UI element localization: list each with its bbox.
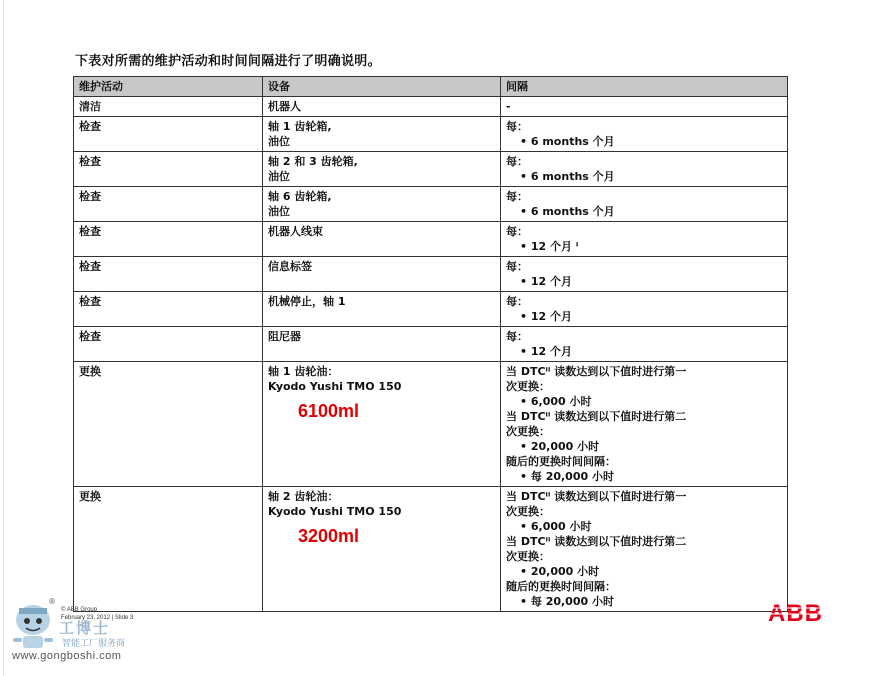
interval-line: 当 DTCⁱⁱ 读数达到以下值时进行第一 [506,490,687,503]
interval-line: 次更换： [506,505,550,518]
cell-activity: 更换 [74,487,263,612]
interval-line: • 20,000 小时 [520,440,600,453]
equipment-line: 油位 [268,205,290,218]
cell-interval [501,222,788,257]
footer-date-slide: February 23, 2012 | Slide 3 [61,615,134,621]
cell-interval [501,187,788,222]
abb-logo-icon [768,600,828,626]
interval-line: 每： [506,260,528,273]
table-row [74,327,788,362]
equipment-line: 轴 2 和 3 齿轮箱, [268,155,358,168]
interval-line: • 每 20,000 小时 [520,470,614,483]
cell-equipment [263,187,501,222]
interval-line: 每： [506,225,528,238]
cell-activity: 检查 [74,117,263,152]
interval-line: 次更换： [506,550,550,563]
equipment-line: 轴 6 齿轮箱, [268,190,332,203]
interval-line: 每： [506,295,528,308]
table-row [74,187,788,222]
table-row [74,117,788,152]
interval-line: 随后的更换时间间隔： [506,455,616,468]
interval-line: 随后的更换时间间隔： [506,580,616,593]
equipment-line: 油位 [268,170,290,183]
interval-line: 每： [506,155,528,168]
table-row [74,257,788,292]
cell-equipment [263,362,501,487]
cell-interval [501,292,788,327]
interval-line: - [506,100,511,113]
header-equipment: 设备 [263,77,501,97]
interval-line: 每： [506,330,528,343]
equipment-line: 信息标签 [268,260,312,273]
cell-equipment [263,292,501,327]
interval-line: 当 DTCⁱⁱ 读数达到以下值时进行第一 [506,365,687,378]
cell-equipment [263,117,501,152]
cell-activity: 清洁 [74,97,263,117]
table-row [74,292,788,327]
cell-interval [501,97,788,117]
page-edge-line [3,0,4,676]
cell-interval [501,117,788,152]
interval-line: • 20,000 小时 [520,565,600,578]
interval-line: 每： [506,120,528,133]
abb-logo [768,600,828,630]
table-row [74,362,788,487]
cell-equipment [263,327,501,362]
cell-activity: 检查 [74,152,263,187]
interval-line: • 6 months 个月 [520,170,615,183]
interval-line: • 12 个月 ⁱ [520,240,579,253]
watermark-url: www.gongboshi.com [12,650,122,662]
oil-volume-note: 6100ml [298,401,360,421]
equipment-line: 轴 1 齿轮箱, [268,120,332,133]
cell-equipment [263,222,501,257]
interval-line: • 12 个月 [520,345,572,358]
cell-activity: 检查 [74,292,263,327]
cell-interval [501,152,788,187]
interval-line: • 6 months 个月 [520,135,615,148]
cell-interval [501,362,788,487]
watermark-name: 工博士 [59,619,111,637]
oil-volume-note: 3200ml [298,526,360,546]
cell-interval [501,487,788,612]
header-activity: 维护活动 [74,77,263,97]
registered-mark: ® [48,597,56,606]
interval-line: • 12 个月 [520,275,572,288]
equipment-line: 机器人 [268,100,301,113]
cell-activity: 检查 [74,222,263,257]
interval-line: 每： [506,190,528,203]
interval-line: • 6,000 小时 [520,395,592,408]
cell-equipment [263,487,501,612]
interval-line: • 12 个月 [520,310,572,323]
watermark-tagline: 智能工厂服务商 [62,639,126,649]
equipment-line: 机械停止，轴 1 [268,295,346,308]
cell-interval [501,327,788,362]
table-row [74,97,788,117]
table-row [74,152,788,187]
footer-text [61,606,133,622]
interval-line: • 6 months 个月 [520,205,615,218]
cell-activity: 更换 [74,362,263,487]
maintenance-table [73,76,788,612]
cell-activity: 检查 [74,257,263,292]
interval-line: 次更换： [506,380,550,393]
cell-activity: 检查 [74,327,263,362]
interval-line: • 6,000 小时 [520,520,592,533]
equipment-line: 油位 [268,135,290,148]
equipment-line: 轴 1 齿轮油： [268,365,339,378]
cell-equipment [263,152,501,187]
cell-activity: 检查 [74,187,263,222]
footer-copyright: © ABB Group [61,607,98,613]
equipment-line: Kyodo Yushi TMO 150 [268,380,402,393]
interval-line: 当 DTCⁱⁱ 读数达到以下值时进行第二 [506,410,687,423]
intro-text: 下表对所需的维护活动和时间间隔进行了明确说明。 [75,54,381,69]
table-row [74,487,788,612]
cell-equipment [263,257,501,292]
interval-line: • 每 20,000 小时 [520,595,614,608]
equipment-line: 轴 2 齿轮油： [268,490,339,503]
table-header-row [74,77,788,97]
equipment-line: 机器人线束 [268,225,323,238]
equipment-line: Kyodo Yushi TMO 150 [268,505,402,518]
cell-equipment [263,97,501,117]
header-interval: 间隔 [501,77,788,97]
abb-logo-text: ABB [768,600,823,626]
equipment-line: 阻尼器 [268,330,301,343]
interval-line: 当 DTCⁱⁱ 读数达到以下值时进行第二 [506,535,687,548]
interval-line: 次更换： [506,425,550,438]
cell-interval [501,257,788,292]
table-row [74,222,788,257]
